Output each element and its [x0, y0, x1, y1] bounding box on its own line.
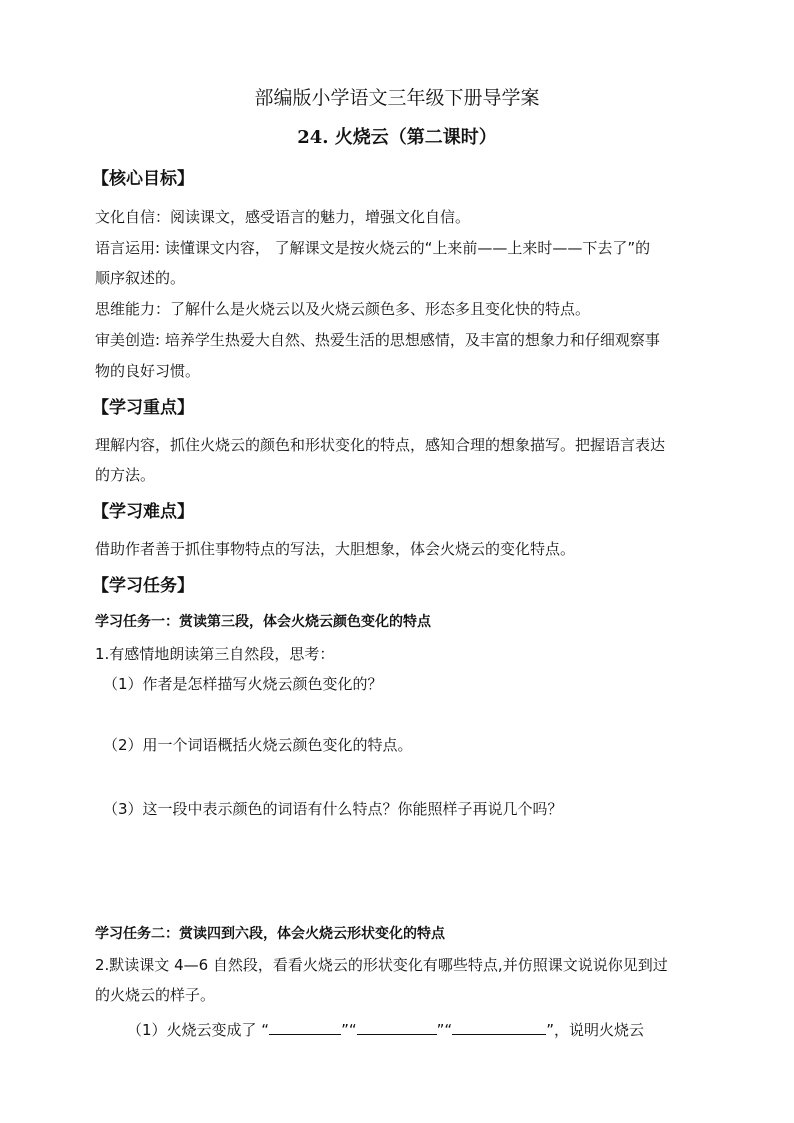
task1-instruction: 1.有感情地朗读第三自然段，思考：	[95, 645, 335, 663]
task2-q1-sep2: ”“	[436, 1021, 453, 1039]
goal-language-line1: 语言运用: 读懂课文内容， 了解课文是按火烧云的“上来前——上来时——下去了”的	[95, 239, 651, 257]
task2-question-1	[127, 1018, 644, 1040]
section-heading-key-points: 【学习重点】	[92, 398, 194, 418]
fill-blank-2[interactable]	[357, 1018, 437, 1035]
task2-q1-sep1: ”“	[341, 1021, 357, 1039]
task2-instruction-line1: 2.默读课文 4—6 自然段，看看火烧云的形状变化有哪些特点,并仿照课文说说你见到过	[95, 956, 668, 974]
task2-instruction-line2: 的火烧云的样子。	[95, 986, 216, 1004]
goal-thinking: 思维能力：了解什么是火烧云以及火烧云颜色多、形态多且变化快的特点。	[95, 300, 591, 318]
document-title: 部编版小学语文三年级下册导学案	[254, 87, 540, 109]
task2-title: 学习任务二：赏读四到六段，体会火烧云形状变化的特点	[95, 926, 445, 942]
difficulties-text: 借助作者善于抓住事物特点的写法，大胆想象，体会火烧云的变化特点。	[95, 540, 576, 558]
task2-q1-prefix: （1）火烧云变成了 “	[127, 1021, 270, 1039]
goal-culture: 文化自信：阅读课文，感受语言的魅力，增强文化自信。	[95, 208, 471, 226]
task2-q1-suffix: ”，说明火烧云	[546, 1021, 644, 1039]
task1-question-3: （3）这一段中表示颜色的词语有什么特点？你能照样子再说几个吗？	[103, 800, 563, 818]
goal-aesthetic-line1: 审美创造: 培养学生热爱大自然、热爱生活的思想感情，及丰富的想象力和仔细观察事	[95, 331, 660, 349]
section-heading-tasks: 【学习任务】	[92, 576, 194, 596]
task1-question-2: （2）用一个词语概括火烧云颜色变化的特点。	[103, 736, 413, 754]
key-points-line2: 的方法。	[95, 466, 156, 484]
fill-blank-1[interactable]	[269, 1018, 341, 1035]
section-heading-difficulties: 【学习难点】	[92, 502, 194, 522]
fill-blank-3[interactable]	[452, 1018, 546, 1035]
section-heading-core-goals: 【核心目标】	[92, 169, 194, 189]
lesson-title: 24. 火烧云（第二课时）	[297, 127, 497, 148]
goal-language-line2: 顺序叙述的。	[95, 269, 186, 287]
task1-question-1: （1）作者是怎样描写火烧云颜色变化的？	[103, 675, 383, 693]
key-points-line1: 理解内容，抓住火烧云的颜色和形状变化的特点，感知合理的想象描写。把握语言表达	[95, 436, 666, 454]
goal-aesthetic-line2: 物的良好习惯。	[95, 362, 201, 380]
task1-title: 学习任务一：赏读第三段，体会火烧云颜色变化的特点	[95, 614, 431, 630]
